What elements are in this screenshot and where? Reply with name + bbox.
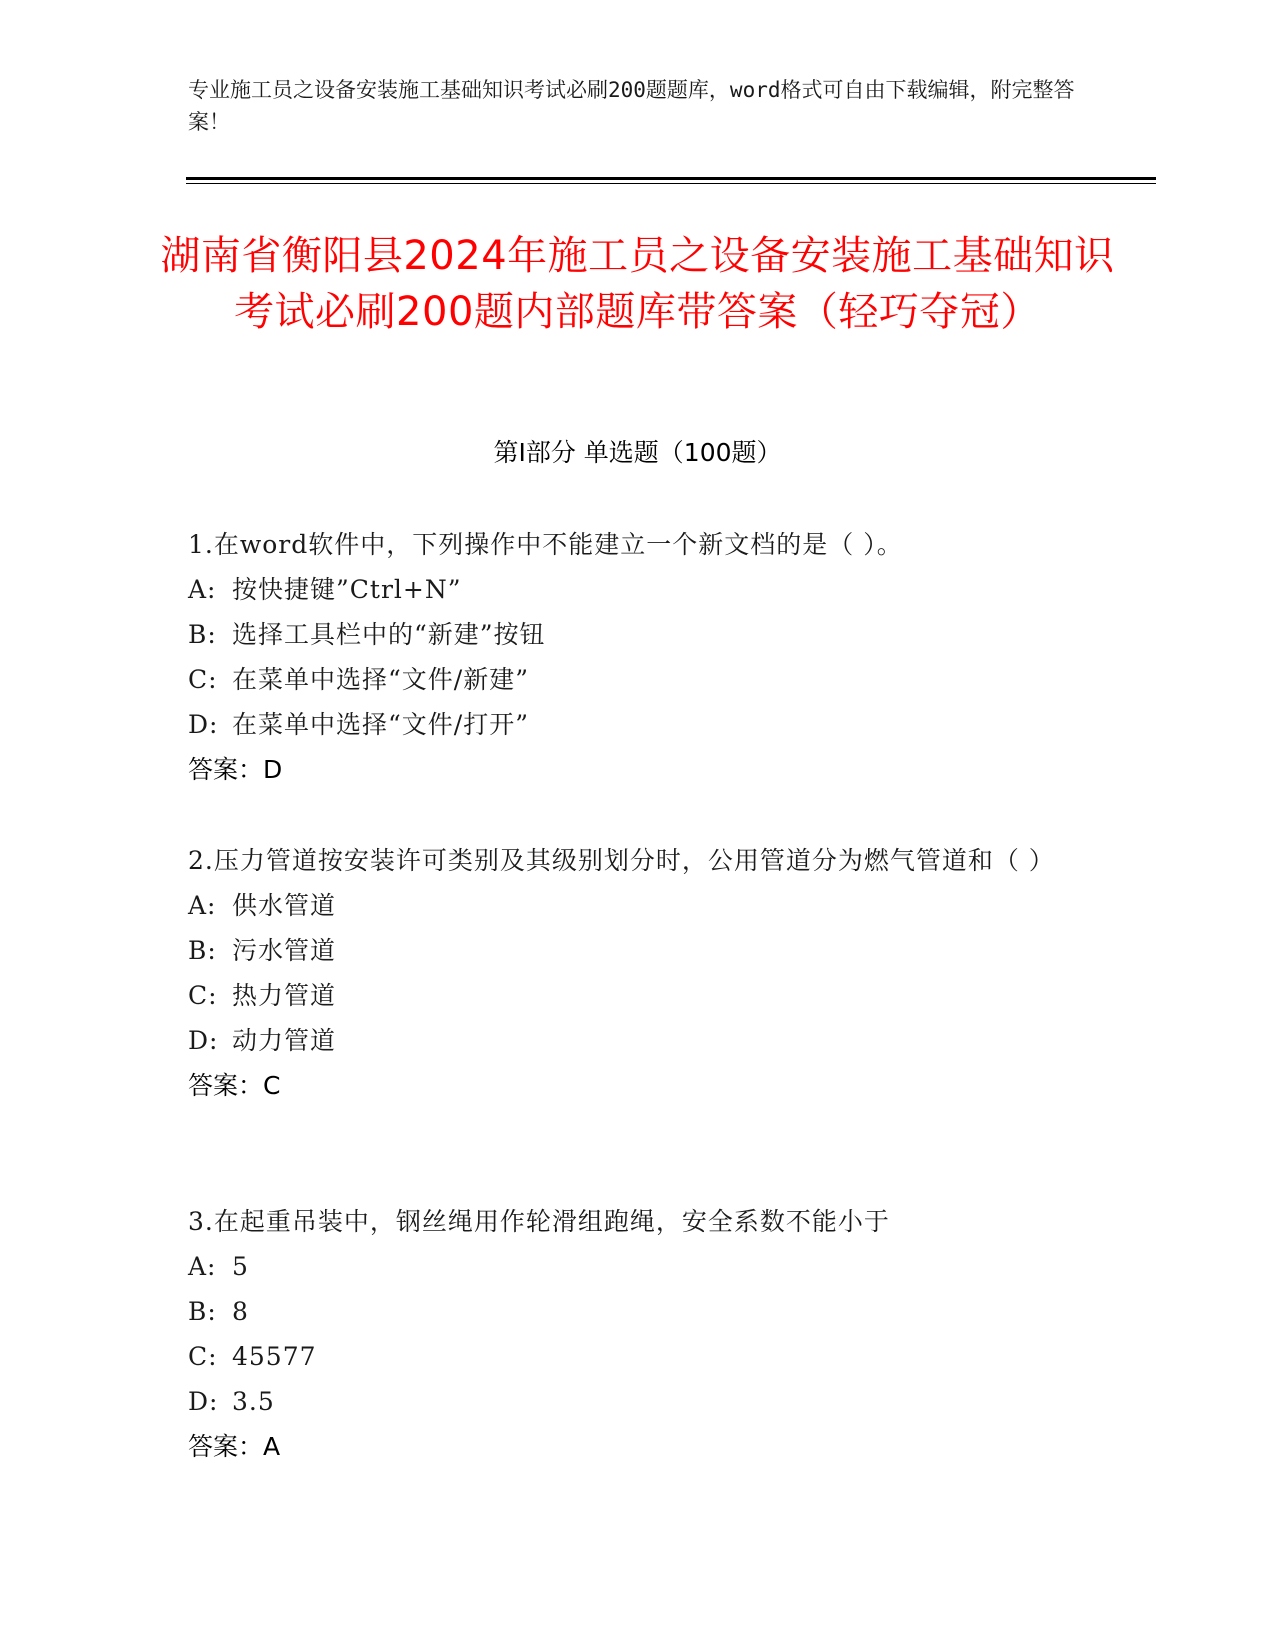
option-d <box>188 1379 1088 1424</box>
document-title: 湖南省衡阳县2024年施工员之设备安装施工基础知识考试必刷200题内部题库带答案（轻巧夺冠） <box>160 233 1115 335</box>
option-text: 供水管道 <box>232 891 337 920</box>
question-stem: 2.压力管道按安装许可类别及其级别划分时，公用管道分为燃气管道和（ ） <box>188 846 1055 875</box>
option-text: 3.5 <box>232 1387 275 1416</box>
option-letter: A: <box>188 575 217 604</box>
option-a <box>188 567 1088 612</box>
answer-line: 答案：C <box>188 1071 281 1100</box>
option-a <box>188 1244 1088 1289</box>
option-c <box>188 1334 1088 1379</box>
option-text: 动力管道 <box>232 1026 337 1055</box>
option-d <box>188 702 1088 747</box>
option-letter: A: <box>188 1252 217 1281</box>
option-c <box>188 973 1088 1018</box>
option-letter: C: <box>188 665 218 694</box>
answer-line: 答案：D <box>188 755 283 784</box>
option-letter: C: <box>188 981 218 1010</box>
option-d <box>188 1018 1088 1063</box>
option-text: 热力管道 <box>232 981 337 1010</box>
header-divider-thick <box>186 177 1156 180</box>
header-note: 专业施工员之设备安装施工基础知识考试必刷200题题库，word格式可自由下载编辑，附完整答案！ <box>188 78 1075 134</box>
option-letter: D: <box>188 1026 219 1055</box>
option-b <box>188 1289 1088 1334</box>
option-text: 污水管道 <box>232 936 337 965</box>
option-text: 5 <box>232 1252 249 1281</box>
header-divider-thin <box>186 183 1156 184</box>
option-c <box>188 657 1088 702</box>
section-title: 第Ⅰ部分 单选题（100题） <box>493 438 782 467</box>
option-letter: B: <box>188 936 217 965</box>
answer-line: 答案：A <box>188 1432 281 1461</box>
option-text: 选择工具栏中的“新建”按钮 <box>232 620 546 649</box>
question-stem: 3.在起重吊装中，钢丝绳用作轮滑组跑绳，安全系数不能小于 <box>188 1207 890 1236</box>
option-letter: D: <box>188 1387 219 1416</box>
question-stem: 1.在word软件中，下列操作中不能建立一个新文档的是（ ）。 <box>188 530 903 559</box>
option-b <box>188 612 1088 657</box>
question-3 <box>188 1199 1088 1469</box>
option-letter: A: <box>188 891 217 920</box>
option-a <box>188 883 1088 928</box>
question-1 <box>188 522 1088 792</box>
option-letter: D: <box>188 710 219 739</box>
question-2 <box>188 838 1088 1108</box>
option-letter: C: <box>188 1342 218 1371</box>
option-letter: B: <box>188 1297 217 1326</box>
option-b <box>188 928 1088 973</box>
option-text: 在菜单中选择“文件/打开” <box>232 710 529 739</box>
option-letter: B: <box>188 620 217 649</box>
option-text: 45577 <box>232 1342 317 1371</box>
option-text: 在菜单中选择“文件/新建” <box>232 665 529 694</box>
option-text: 8 <box>232 1297 249 1326</box>
option-text: 按快捷键”Ctrl+N” <box>232 575 462 604</box>
